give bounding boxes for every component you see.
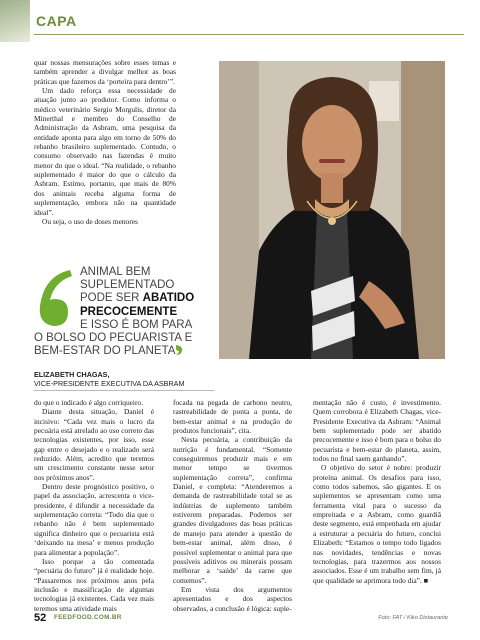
open-quote-icon xyxy=(34,266,74,328)
page-header xyxy=(0,0,480,42)
page-number: 52 xyxy=(34,612,47,624)
paragraph: quar nossas mensurações sobre esses temas e também aprender a divulgar melhor as boas práticas que fazemos da ‘porteira para dentro’”. xyxy=(34,58,176,86)
photo-credit: Foto: FAT / Kiko Distaurante xyxy=(378,615,448,621)
quote-emphasis: PRECOCEMENTE xyxy=(80,305,178,318)
close-quote-icon xyxy=(175,345,183,355)
pull-quote xyxy=(34,266,212,358)
attribution-role: VICE-PRESIDENTE EXECUTIVA DA ASBRAM xyxy=(34,379,185,388)
paragraph: Isso porque a tão comentada “pecuária do futuro” já é realidade hoje. “Passaremos nos próximos anos pela inclusão e massificação de algumas tecnologias já existentes. Cada vez mais teremos uma atividade mais xyxy=(34,556,154,613)
quote-line: SUPLEMENTADO xyxy=(80,279,175,292)
paragraph: Um dado reforça essa necessidade de atuação junto ao produtor. Como informa o médico veterinário Sergio Morgulis, diretor da Minerthal e membro do Conselho de Administração da Asbram, uma pesquisa da entidade aponta para algo em torno de 50% do rebanho brasileiro suplementado. Contudo, o consumo observado nas fazendas é muito menor do que o ideal. “Na realidade, o rebanho suplementado é maior do que o cálculo da Asbram. Estimo, portanto, que mais de 80% dos animais receba alguma forma de suplementação, embora não na quantidade ideal”. xyxy=(34,86,176,217)
paragraph: mentação não é custo, é investimento. Quem corrobora é Elizabeth Chagas, vice-Presidente Executiva da Asbram: “Animal bem suplementado pode ser abatido precocemente e isso é bom para o bolso do pecuarista e bem-estar do planeta, assim, todos no final saem ganhando”. xyxy=(313,398,441,464)
paragraph: do que o indicado é algo corriqueiro. xyxy=(34,398,143,407)
quote-fragment: BEM-ESTAR DO PLANETA xyxy=(34,345,176,358)
attribution-name: ELIZABETH CHAGAS, xyxy=(34,370,110,379)
quote-attribution xyxy=(34,370,214,388)
portrait-illustration xyxy=(219,61,445,359)
article-column-top xyxy=(34,58,176,252)
paragraph: Nesta pecuária, a contribuição da nutrição é fundamental. “Somente conseguiremos produzir mais e em menor tempo se tivermos suplementação correta”, confirma Daniel, e completa: “Atenderemos a demanda de rastreabilidade total se as indústrias de suplemento também estiverem preparadas. Podemos ser grandes divulgadores das boas práticas de manejo para atender a questão de bem-estar animal, além disso, é possível suplementar o animal para que possíveis aditivos ou minerais possam melhorar a ‘saúde’ da carne que comemos”. xyxy=(173,435,292,585)
article-column-3 xyxy=(313,398,441,618)
site-url: FEEDFOOD.COM.BR xyxy=(54,614,122,621)
paragraph: Dentro deste prognóstico positivo, o papel da associação, acrescenta o vice-presidente, é difundir a necessidade da suplementação correta: “Todo dia que o rebanho não é bem suplementado significa dinheiro que o pecuarista está ‘deixando na mesa’ e menos produção para alimentar a população”. xyxy=(34,482,154,557)
section-label: CAPA xyxy=(36,13,77,29)
paragraph: focada na pegada de carbono neutro, rastreabilidade de ponta a ponta, de bem-estar animal e na produção de produtos funcionais”, cita. xyxy=(173,398,292,436)
page-footer xyxy=(34,612,464,626)
paragraph: Diante desta situação, Daniel é incisivo: “Cada vez mais o lucro da pecuária está atrelado ao uso correto das tecnologias existentes, por isso, esse gap entre o desejado e o realizado será reduzido. Além, acredito que teremos um crescimento constante nesse setor nos próximos anos”. xyxy=(34,407,154,482)
header-rule xyxy=(34,34,464,35)
paragraph: Ou seja, o uso de doses menores xyxy=(42,216,138,226)
quote-line: O BOLSO DO PECUARISTA E xyxy=(34,332,193,345)
quote-line xyxy=(34,345,212,358)
attribution-rule xyxy=(34,390,214,391)
quote-line: E ISSO É BOM PARA xyxy=(80,318,193,331)
quote-fragment: PODE SER xyxy=(80,292,143,305)
paragraph: Em vista dos argumentos apresentados e dos aspectos observados, a conclusão é lógica: suple- xyxy=(173,584,292,613)
article-column-1 xyxy=(34,398,154,618)
paragraph: O objetivo do setor é nobre: produzir proteína animal. Os desafios para isso, como todos sabemos, são gigantes. E os suplementos se apresentam como uma ferramenta vital para o sucesso da empreitada e a Asbram, como guardiã deste segmento, está empenhada em ajudar a estruturar a pecuária do futuro, conclui Elizabeth: “Estamos o tempo todo ligados nas novidades, tendências e novas tecnologias, para trazermos aos nossos associados. Esse é um trabalho sem fim, já que qualidade se aprimora todo dia”. ■ xyxy=(313,463,441,585)
quote-line: ANIMAL BEM xyxy=(80,266,151,278)
article-column-2 xyxy=(173,398,292,618)
quote-emphasis: ABATIDO xyxy=(142,292,195,305)
header-photo-strip xyxy=(0,0,30,42)
portrait-photo xyxy=(219,61,445,359)
